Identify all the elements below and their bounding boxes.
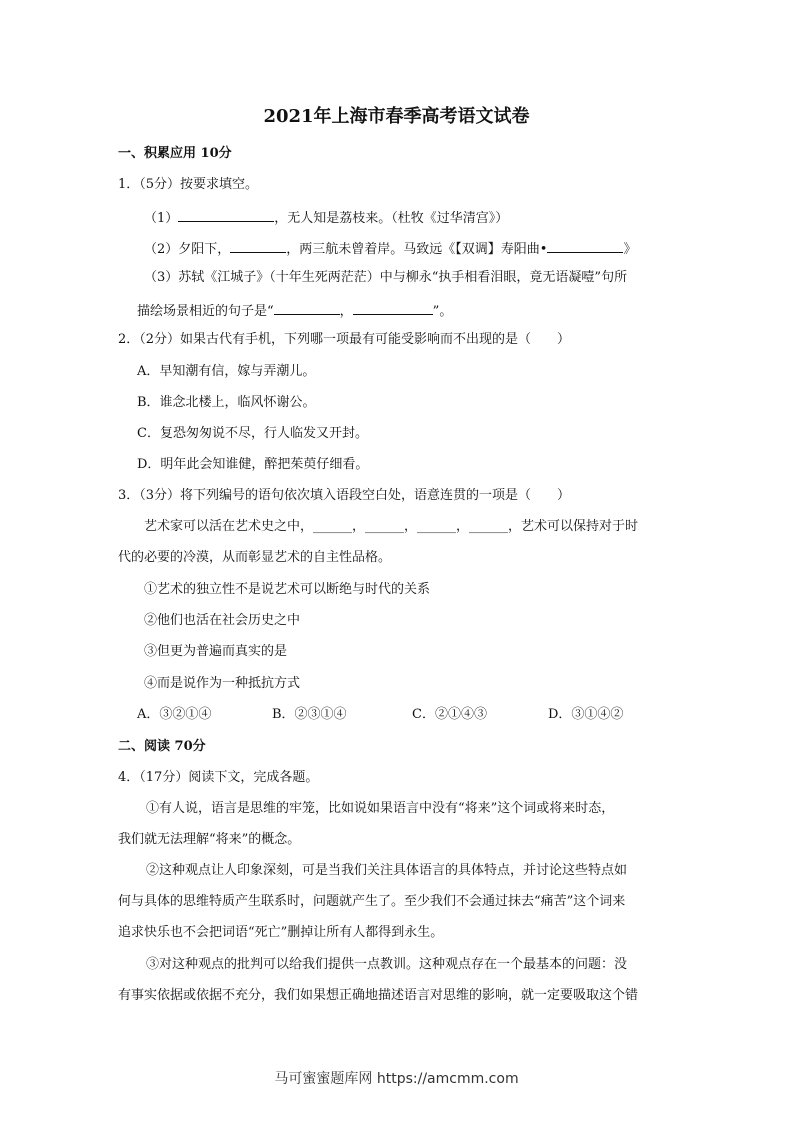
q1-p2-prefix: （2）夕阳下，: [144, 242, 231, 257]
question-3-choice-d[interactable]: D．③①④②: [548, 707, 624, 722]
page-title: 2021年上海市春季高考语文试卷: [263, 106, 530, 127]
reading-paragraph-line: ②这种观点让人印象深刻，可是当我们关注具体语言的具体特点，并讨论这些特点如: [146, 863, 628, 878]
reading-paragraph-line: 何与具体的思维特质产生联系时，问题就产生了。至少我们不会通过抹去“痛苦”这个词来: [118, 894, 626, 909]
reading-paragraph-line: ①有人说，语言是思维的牢笼，比如说如果语言中没有“将来”这个词或将来时态，: [146, 801, 615, 816]
section-heading-accumulation: 一、积累应用 10分: [118, 146, 232, 161]
question-3-stem: 3．（3分）将下列编号的语句依次填入语段空白处，语意连贯的一项是（ ）: [118, 488, 571, 503]
fill-blank[interactable]: [353, 301, 433, 315]
question-3-passage-line-2: 代的必要的冷漠，从而彰显艺术的自主性品格。: [118, 550, 392, 565]
reading-paragraph-line: ③对这种观点的批判可以给我们提供一点教训。这种观点存在一个最基本的问题：没: [146, 957, 628, 972]
question-2-option-c[interactable]: C．复恐匆匆说不尽，行人临发又开封。: [137, 426, 368, 441]
question-3-choice-c[interactable]: C．②①④③: [412, 707, 487, 722]
reading-paragraph-line: 有事实依据或依据不充分，我们如果想正确地描述语言对思维的影响，就一定要吸取这个错: [118, 988, 639, 1003]
question-1-part-2: [144, 239, 636, 258]
fill-blank[interactable]: [547, 239, 623, 253]
reading-paragraph-line: 追求快乐也不会把词语“死亡”删掉让所有人都得到永生。: [118, 925, 444, 940]
q1-p3-prefix: 描绘场景相近的句子是“: [137, 304, 274, 319]
q1-p3-comma: ，: [339, 304, 353, 319]
question-2-stem: 2．（2分）如果古代有手机，下列哪一项最有可能受影响而不出现的是（ ）: [118, 332, 571, 347]
question-3-item-3: ③但更为普遍而真实的是: [144, 644, 288, 659]
section-heading-reading: 二、阅读 70分: [118, 739, 206, 754]
question-4-stem: 4．（17分）阅读下文，完成各题。: [118, 770, 319, 785]
q1-p2-middle: ，两三航未曾着岸。马致远《【双调】寿阳曲•: [286, 242, 548, 257]
question-1-part-1: [144, 208, 508, 227]
q1-p1-suffix: ，无人知是荔枝来。（杜牧《过华清宫》）: [274, 211, 509, 226]
q1-p1-prefix: （1）: [144, 211, 179, 226]
question-3-passage-line-1: 艺术家可以活在艺术史之中，______，______，______，______，艺术可以保持对于时: [144, 519, 639, 534]
question-3-item-1: ①艺术的独立性不是说艺术可以断绝与时代的关系: [144, 582, 431, 597]
q1-p2-suffix: 》: [623, 242, 637, 257]
question-1-part-3-line-2: [137, 301, 452, 320]
question-3-item-4: ④而是说作为一种抵抗方式: [144, 676, 301, 691]
question-3-item-2: ②他们也活在社会历史之中: [144, 613, 301, 628]
question-1-stem: 1．（5分）按要求填空。: [118, 177, 259, 192]
question-3-choice-b[interactable]: B．②③①④: [272, 707, 347, 722]
fill-blank[interactable]: [274, 301, 340, 315]
fill-blank[interactable]: [230, 239, 286, 253]
fill-blank[interactable]: [178, 208, 274, 222]
question-1-part-3-line-1: （3）苏轼《江城子》（十年生死两茫茫）中与柳永“执手相看泪眼，竟无语凝噎”句所: [144, 270, 628, 285]
question-3-choice-a[interactable]: A．③②①④: [137, 707, 212, 722]
question-2-option-a[interactable]: A．早知潮有信，嫁与弄潮儿。: [137, 364, 316, 379]
question-2-option-b[interactable]: B．谁念北楼上，临风怀谢公。: [137, 395, 316, 410]
q1-p3-suffix: ”。: [432, 304, 453, 319]
question-2-option-d[interactable]: D．明年此会知谁健，醉把茱萸仔细看。: [137, 457, 369, 472]
reading-paragraph-line: 我们就无法理解“将来”的概念。: [118, 832, 301, 847]
footer-watermark: 马可蜜蜜题库网 https://amcmm.com: [274, 1071, 519, 1087]
